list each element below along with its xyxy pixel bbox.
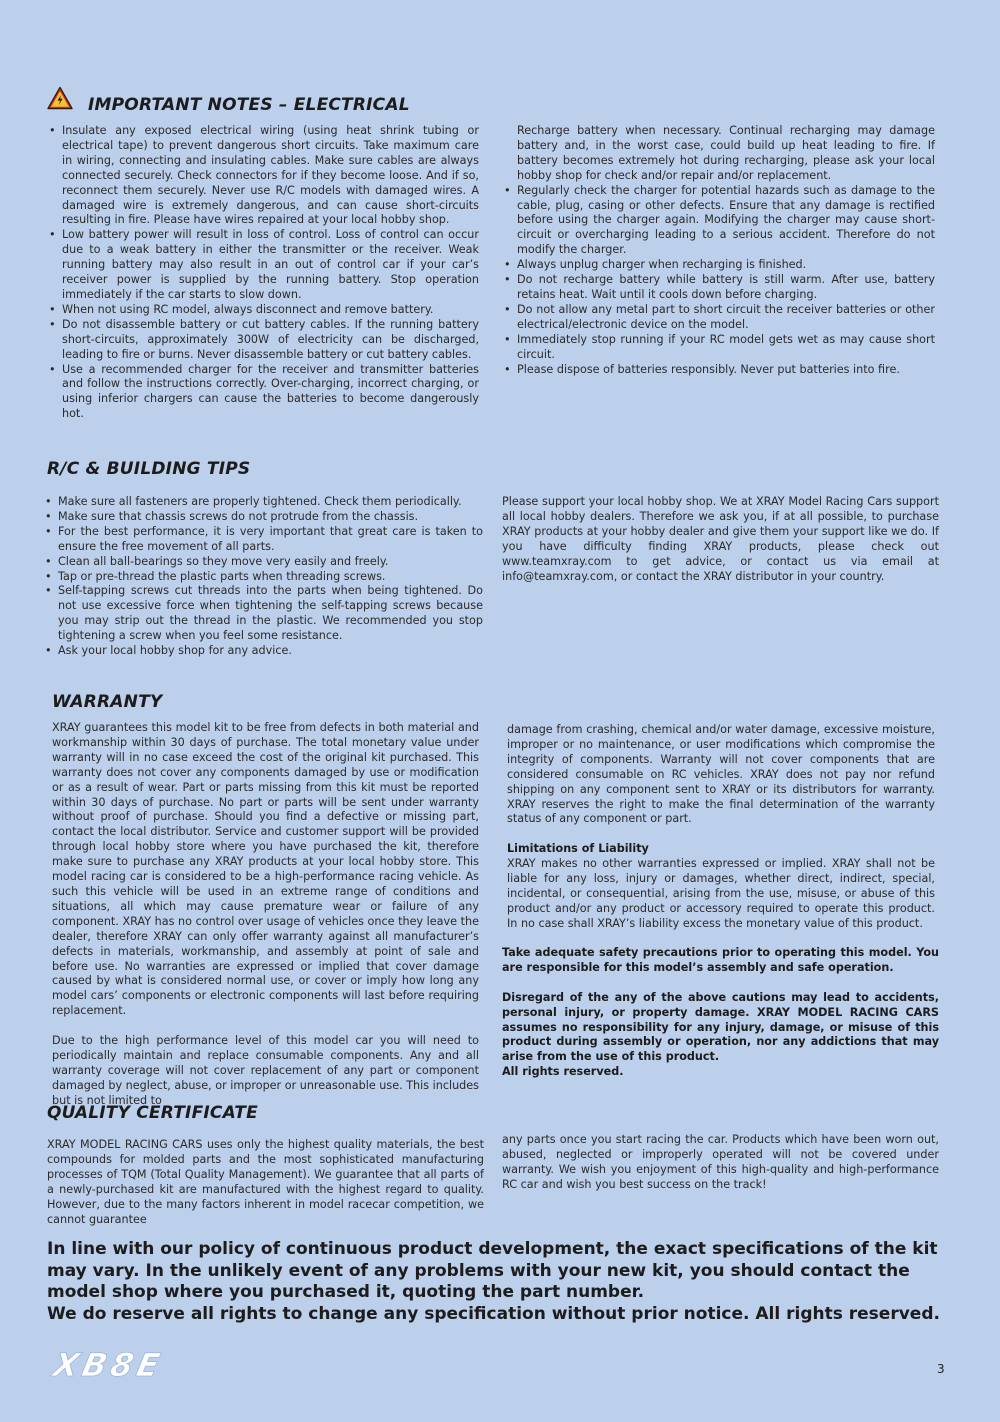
quality-text-right: any parts once you start racing the car. Products which have been worn out, abused, neglected or improperly operated will not be covered under warranty. We wish you enjoyment of this high-quality and high-performance RC car and wish you best success on the track! xyxy=(502,1133,939,1191)
tips-left-column xyxy=(47,495,483,659)
hobby-shop-text: Please support your local hobby shop. We at XRAY Model Racing Cars support all local hobby dealers. Therefore we ask you, if at all possible, to purchase XRAY products at your hobby dealer and give them your support like we do. If you have difficulty finding XRAY products, please check out www.teamxray.com to get advice, or contact us via email at info@teamxray.com, or contact the XRAY distributor in your country. xyxy=(502,495,939,583)
electrical-right-column xyxy=(502,124,935,377)
section-heading-quality: QUALITY CERTIFICATE xyxy=(47,1103,258,1123)
list-item: • Do not recharge battery while battery is still warm. After use, battery retains heat. Wait until it cools down before charging. xyxy=(517,273,935,303)
electrical-left-list xyxy=(47,124,479,422)
policy-line-2: We do reserve all rights to change any specification without prior notice. All rights reserved. xyxy=(47,1304,940,1325)
section-heading-electrical: IMPORTANT NOTES – ELECTRICAL xyxy=(88,95,410,115)
tips-list xyxy=(47,495,483,659)
warranty-paragraph-3: damage from crashing, chemical and/or water damage, excessive moisture, improper or no maintenance, or user modifications which compromise the integrity of components. Warranty will not cover components that are considered consumable on RC vehicles. XRAY does not pay nor refund shipping on any component sent to XRAY or its distributors for warranty. XRAY reserves the right to make the final determination of the warranty status of any component or part. xyxy=(507,723,935,826)
safety-text-3: All rights reserved. xyxy=(502,1065,624,1079)
list-item: • Tap or pre-thread the plastic parts when threading screws. xyxy=(58,570,483,585)
policy-notice xyxy=(47,1239,942,1326)
list-item: • Make sure all fasteners are properly tightened. Check them periodically. xyxy=(58,495,483,510)
electrical-left-column xyxy=(47,124,479,422)
list-item: • Please dispose of batteries responsibly. Never put batteries into fire. xyxy=(517,363,935,378)
safety-text-2: Disregard of the any of the above cautions may lead to accidents, personal injury, or property damage. XRAY MODEL RACING CARS assumes no responsibility for any injury, damage, or misuse of this product during assembly or operation, nor any addictions that may arise from the use of this product. xyxy=(502,990,939,1064)
list-item: • Immediately stop running if your RC model gets wet as may cause short circuit. xyxy=(517,333,935,363)
safety-notice xyxy=(502,946,939,1080)
safety-text-1: Take adequate safety precautions prior to operating this model. You are responsible for this model’s assembly and safe operation. xyxy=(502,946,939,974)
section-heading-warranty: WARRANTY xyxy=(52,692,163,712)
list-item: • Make sure that chassis screws do not protrude from the chassis. xyxy=(58,510,483,525)
warranty-right-column xyxy=(507,723,935,932)
logo-text: XB8E xyxy=(50,1346,168,1382)
list-item: • Low battery power will result in loss of control. Loss of control can occur due to a weak battery in either the transmitter or the receiver. Weak running battery may also result in an out of control car if your car’s receiver power is supplied by the running battery. Stop operation immediately if the car starts to slow down. xyxy=(62,228,479,303)
list-item: • Do not disassemble battery or cut battery cables. If the running battery short-circuits, approximately 300W of electricity can be discharged, leading to fire or burns. Never disassemble battery or cut battery cables. xyxy=(62,318,479,363)
liability-title: Limitations of Liability xyxy=(507,842,649,856)
policy-line-1: In line with our policy of continuous product development, the exact specifications of the kit may vary. In the unlikely event of any problems with your new kit, you should contact the model shop where you purchased it, quoting the part number. xyxy=(47,1239,938,1303)
list-item: • Clean all ball-bearings so they move very easily and freely. xyxy=(58,555,483,570)
xb8e-logo xyxy=(50,1346,270,1386)
warranty-left-column xyxy=(52,721,479,1109)
quality-right-column xyxy=(502,1133,939,1193)
liability-text: XRAY makes no other warranties expressed or implied. XRAY shall not be liable for any loss, injury or damages, whether direct, indirect, special, incidental, or consequential, arising from the use, misuse, or abuse of this product and/or any product or accessory required to operate this product. In no case shall XRAY’s liability excess the monetary value of this product. xyxy=(507,857,935,930)
warranty-paragraph-2: Due to the high performance level of this model car you will need to periodically maintain and replace consumable components. Any and all warranty coverage will not cover replacement of any part or component damaged by neglect, abuse, or improper or unreasonable use. This includes but is not limited to xyxy=(52,1034,479,1107)
page-number: 3 xyxy=(937,1362,945,1376)
list-item: • Self-tapping screws cut threads into the parts when being tightened. Do not use excessive force when tightening the self-tapping screws because you may strip out the thread in the plastic. We recommended you stop tightening a screw when you feel some resistance. xyxy=(58,584,483,644)
list-item: • Insulate any exposed electrical wiring (using heat shrink tubing or electrical tape) to prevent dangerous short circuits. Take maximum care in wiring, connecting and insulating cables. Make sure cables are always connected securely. Check connectors for if they become loose. And if so, reconnect them securely. Never use R/C models with damaged wires. A damaged wire is extremely dangerous, and can cause short-circuits resulting in fire. Please have wires repaired at your local hobby shop. xyxy=(62,124,479,228)
list-item: • Regularly check the charger for potential hazards such as damage to the cable, plug, casing or other defects. Ensure that any damage is rectified before using the charger again. Modifying the charger may cause short-circuit or overcharging leading to a serious accident. Therefore do not modify the charger. xyxy=(517,184,935,259)
warning-icon xyxy=(47,86,73,114)
quality-text-left: XRAY MODEL RACING CARS uses only the highest quality materials, the best compounds for molded parts and the most sophisticated manufacturing processes of TQM (Total Quality Management). We guarantee that all parts of a newly-purchased kit are manufactured with the highest regard to quality. However, due to the many factors inherent in model racecar competition, we cannot guarantee xyxy=(47,1138,484,1226)
list-item: • Do not allow any metal part to short circuit the receiver batteries or other electrical/electronic device on the model. xyxy=(517,303,935,333)
section-heading-tips: R/C & BUILDING TIPS xyxy=(47,459,251,479)
list-item: • Use a recommended charger for the receiver and transmitter batteries and follow the instructions correctly. Over-charging, incorrect charging, or using inferior chargers can cause the batteries to become dangerously hot. xyxy=(62,363,479,423)
tips-right-column xyxy=(502,495,939,584)
list-item: • Ask your local hobby shop for any advice. xyxy=(58,644,483,659)
quality-left-column xyxy=(47,1138,484,1227)
electrical-right-continuation: Recharge battery when necessary. Continual recharging may damage battery and, in the worst case, could build up heat leading to fire. If battery becomes extremely hot during recharging, please ask your local hobby shop for check and/or repair and/or replacement. xyxy=(517,124,935,182)
list-item: • Always unplug charger when recharging is finished. xyxy=(517,258,935,273)
electrical-right-list xyxy=(502,184,935,378)
list-item: • When not using RC model, always disconnect and remove battery. xyxy=(62,303,479,318)
list-item: • For the best performance, it is very important that great care is taken to ensure the free movement of all parts. xyxy=(58,525,483,555)
warranty-paragraph-1: XRAY guarantees this model kit to be free from defects in both material and workmanship within 30 days of purchase. The total monetary value under warranty will in no case exceed the cost of the original kit purchased. This warranty does not cover any components damaged by use or modification or as a result of wear. Part or parts missing from this kit must be reported within 30 days of purchase. No part or parts will be sent under warranty without proof of purchase. Should you find a defective or missing part, contact the local distributor. Service and customer support will be provided through local hobby store where you have purchased the kit, therefore make sure to purchase any XRAY products at your local hobby store. This model racing car is considered to be a high-performance racing vehicle. As such this vehicle will be used in an extreme range of conditions and situations, all which may cause premature wear or failure of any component. XRAY has no control over usage of vehicles once they leave the dealer, therefore XRAY can only offer warranty against all manufacturer’s defects in materials, workmanship, and assembly at point of sale and before use. No warranties are expressed or implied that cover damage caused by what is considered normal use, or cover or imply how long any model cars’ components or electronic components will last before requiring replacement. xyxy=(52,721,479,1018)
